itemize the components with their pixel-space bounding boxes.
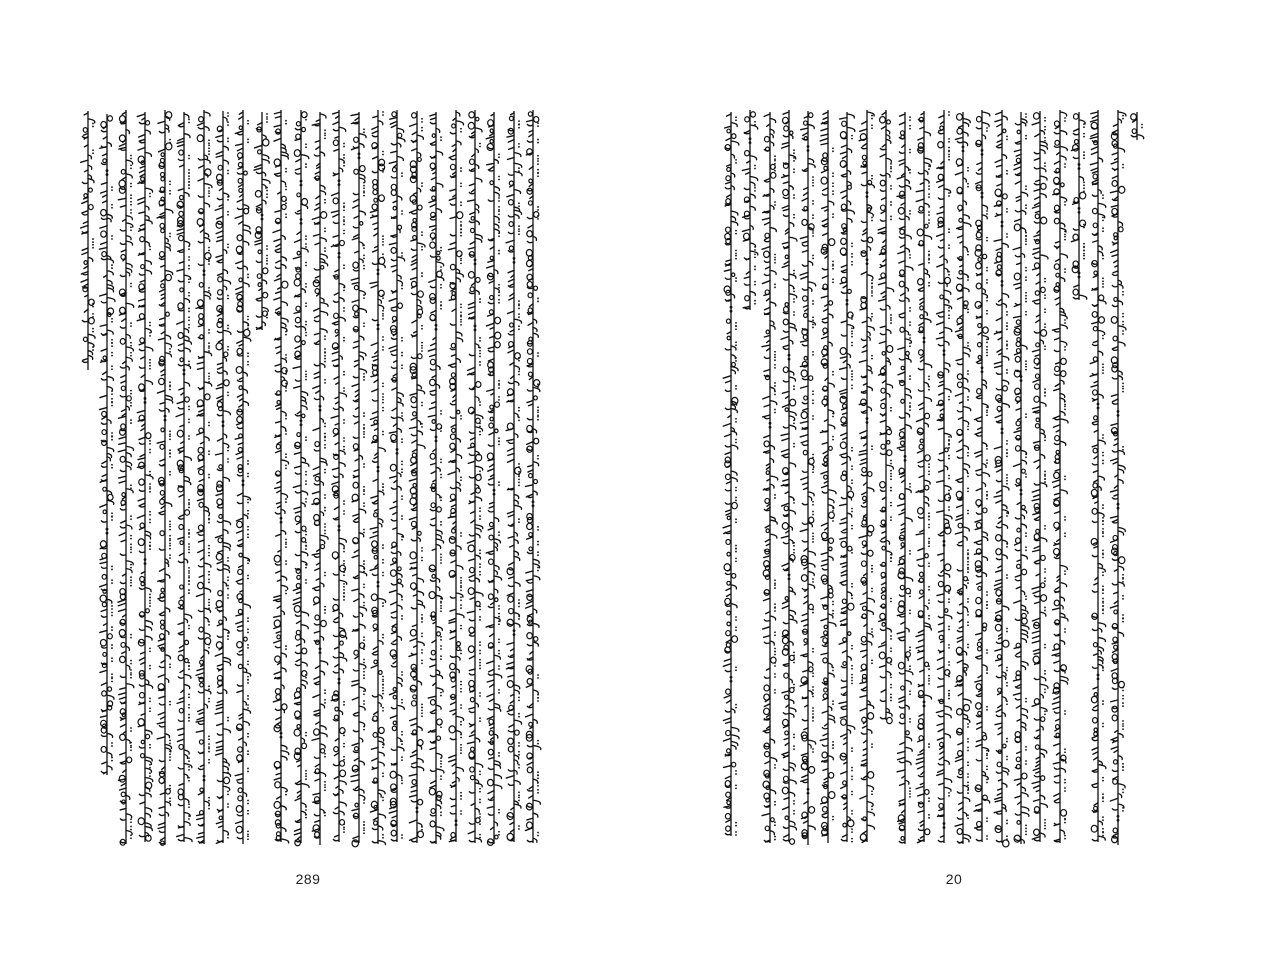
- page-number: 289: [295, 871, 321, 887]
- page-number: 20: [945, 871, 963, 887]
- left-page: [0, 0, 632, 978]
- right-page: [632, 0, 1264, 978]
- mongolian-script-text-block: [632, 0, 1264, 860]
- vertical-script-lines: [81, 110, 541, 847]
- mongolian-script-text-block: [0, 0, 632, 860]
- vertical-script-lines: [723, 110, 1144, 847]
